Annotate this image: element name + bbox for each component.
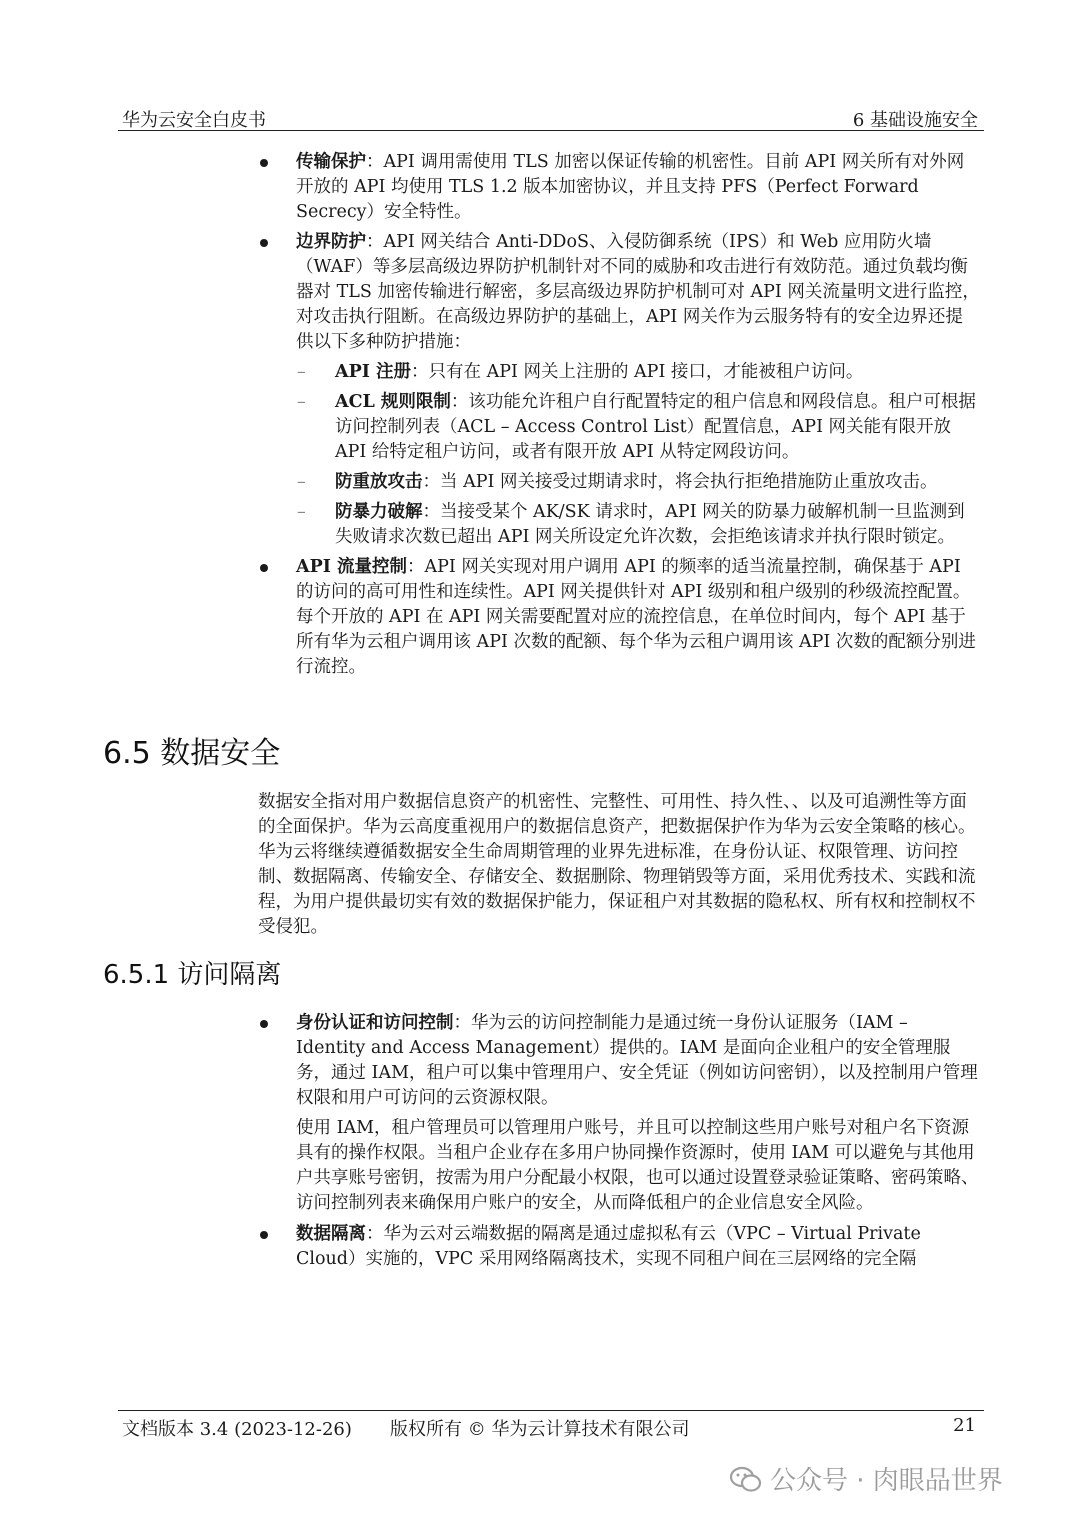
dash-icon: – xyxy=(297,362,306,382)
watermark xyxy=(730,1460,1003,1497)
bullet-icon xyxy=(260,239,268,247)
dash-icon: – xyxy=(297,392,306,412)
item-text: ：API 网关实现对用户调用 API 的频率的适当流量控制，确保基于 API 的访问的高可用性和连续性。API 网关提供针对 API 级别和租户级别的秒级流控配置。每个开放的 API 在 API 网关需要配置对应的流控信息，在单位时间内，每个 API 基于所有华为云租户调用该 API 次数的配额、每个华为云租户调用该 API 次数的配额分别进行流控。 xyxy=(296,557,976,677)
page-footer xyxy=(118,1410,984,1441)
item-paragraph: 使用 IAM，租户管理员可以管理用户账号，并且可以控制这些用户账号对租户名下资源具有的操作权限。当租户企业存在多用户协同操作资源时，使用 IAM 可以避免与其他用户共享账号密钥，按需为用户分配最小权限，也可以通过设置登录验证策略、密码策略、访问控制列表来确保用户账户的安全，从而降低租户的企业信息安全风险。 xyxy=(296,1118,979,1213)
sub-item xyxy=(100,470,980,495)
watermark-text: 公众号 · 肉眼品世界 xyxy=(770,1466,1003,1496)
item-text: ：API 网关结合 Anti-DDoS、入侵防御系统（IPS）和 Web 应用防火墙（WAF）等多层高级边界防护机制针对不同的威胁和攻击进行有效防范。通过负载均衡器对 TLS 加密传输进行解密，多层高级边界防护机制可对 API 网关流量明文进行监控，对攻击执行阻断。在高级边界防护的基础上，API 网关作为云服务特有的安全边界还提供以下多种防护措施： xyxy=(296,232,980,352)
section-body: 数据安全指对用户数据信息资产的机密性、完整性、可用性、持久性、、以及可追溯性等方面的全面保护。华为云高度重视用户的数据信息资产，把数据保护作为华为云安全策略的核心。华为云将继续遵循数据安全生命周期管理的业界先进标准，在身份认证、权限管理、访问控制、数据隔离、传输安全、存储安全、数据删除、物理销毁等方面，采用优秀技术、实践和流程，为用户提供最切实有效的数据保护能力，保证租户对其数据的隐私权、所有权和控制权不受侵犯。 xyxy=(258,792,976,937)
list-item xyxy=(100,555,980,680)
item-text: ：华为云的访问控制能力是通过统一身份认证服务（IAM – Identity and Access Management）提供的。IAM 是面向企业租户的安全管理服务，通过 IAM，租户可以集中管理用户、安全凭证（例如访问密钥），以及控制用户管理权限和用户可访问的云资源权限。 xyxy=(296,1013,978,1108)
bullet-icon xyxy=(260,159,268,167)
item-title: 防暴力破解 xyxy=(335,502,423,522)
page-number: 21 xyxy=(953,1415,976,1436)
item-title: ACL 规则限制 xyxy=(335,392,451,412)
header-chapter: 6 基础设施安全 xyxy=(852,110,978,131)
bullet-icon xyxy=(260,1020,268,1028)
dash-icon: – xyxy=(297,502,306,522)
item-title: 边界防护 xyxy=(296,232,366,252)
dash-icon: – xyxy=(297,472,306,492)
item-title: 数据隔离 xyxy=(296,1224,366,1244)
item-text: ：当接受某个 AK/SK 请求时，API 网关的防暴力破解机制一旦监测到失败请求次数已超出 API 网关所设定允许次数，会拒绝该请求并执行限时锁定。 xyxy=(335,502,965,547)
item-title: 传输保护 xyxy=(296,152,366,172)
item-title: API 流量控制 xyxy=(296,557,408,577)
list-item xyxy=(100,1222,980,1272)
item-title: 身份认证和访问控制 xyxy=(296,1013,454,1033)
item-text: ：当 API 网关接受过期请求时，将会执行拒绝措施防止重放攻击。 xyxy=(422,472,938,492)
sub-item xyxy=(100,360,980,385)
bullet-icon xyxy=(260,1231,268,1239)
list-item xyxy=(100,1011,980,1111)
sub-item xyxy=(100,500,980,550)
header-doc-title: 华为云安全白皮书 xyxy=(122,110,266,131)
footer-copyright: 版权所有 © 华为云计算技术有限公司 xyxy=(390,1419,690,1440)
page-content xyxy=(100,150,980,1277)
page-header xyxy=(118,102,984,131)
list-item xyxy=(100,230,980,355)
subsection-heading: 6.5.1 访问隔离 xyxy=(103,960,282,990)
sub-item xyxy=(100,390,980,465)
item-title: 防重放攻击 xyxy=(335,472,423,492)
footer-version: 文档版本 3.4 (2023-12-26) xyxy=(122,1419,352,1440)
item-title: API 注册 xyxy=(335,362,412,382)
list-item xyxy=(100,150,980,225)
wechat-icon xyxy=(730,1466,760,1492)
bullet-icon xyxy=(260,564,268,572)
section-heading: 6.5 数据安全 xyxy=(103,736,281,771)
item-text: ：该功能允许租户自行配置特定的租户信息和网段信息。租户可根据访问控制列表（ACL – Access Control List）配置信息，API 网关能有限开放 API 给特定租户访问，或者有限开放 API 从特定网段访问。 xyxy=(335,392,976,462)
item-text: ：API 调用需使用 TLS 加密以保证传输的机密性。目前 API 网关所有对外网开放的 API 均使用 TLS 1.2 版本加密协议，并且支持 PFS（Perfect Forward Secrecy）安全特性。 xyxy=(296,152,965,222)
item-text: ：华为云对云端数据的隔离是通过虚拟私有云（VPC – Virtual Private Cloud）实施的，VPC 采用网络隔离技术，实现不同租户间在三层网络的完全隔 xyxy=(296,1224,921,1269)
item-text: ：只有在 API 网关上注册的 API 接口，才能被租户访问。 xyxy=(411,362,864,382)
